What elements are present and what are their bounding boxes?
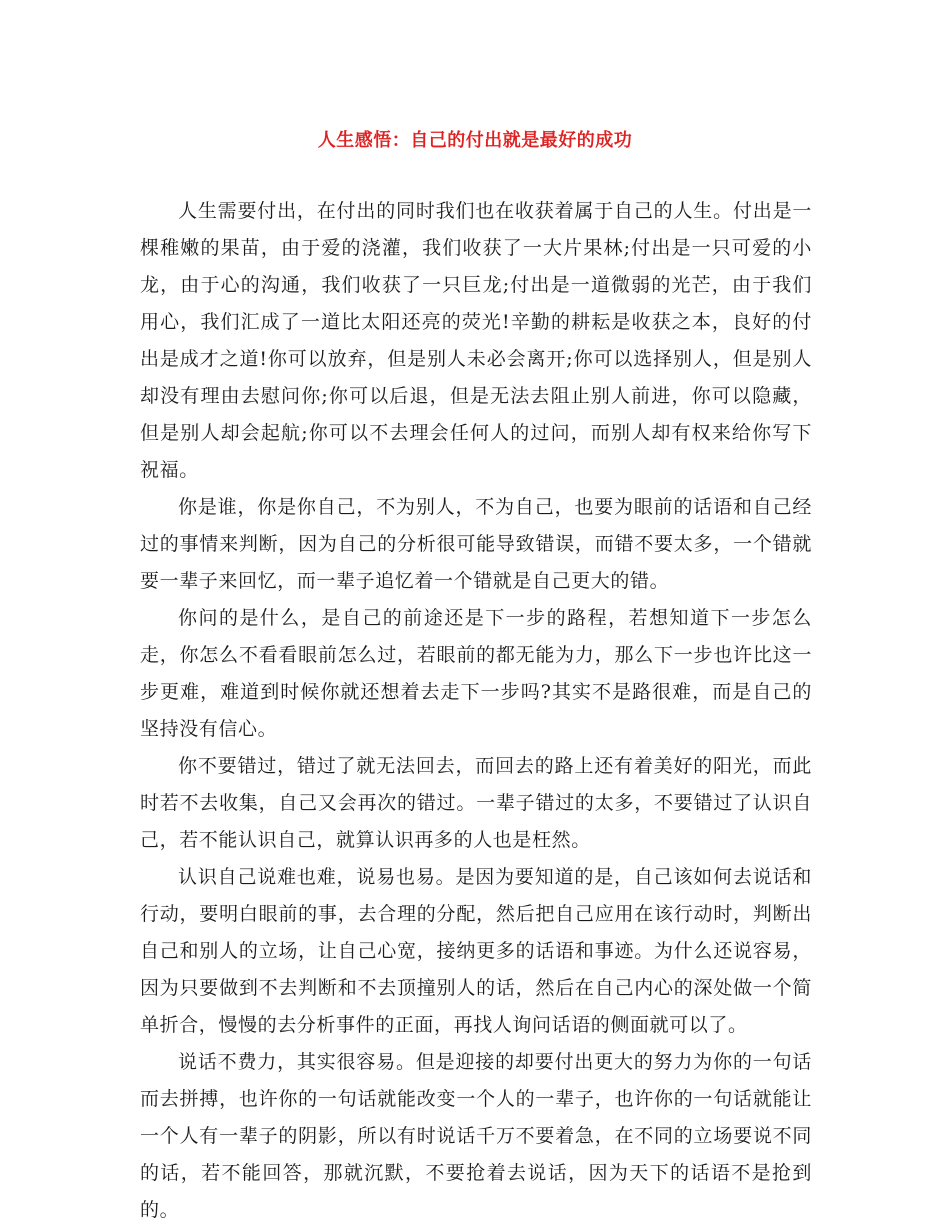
paragraph-6: 说话不费力，其实很容易。但是迎接的却要付出更大的努力为你的一句话而去拼搏，也许你的一句话就能改变一个人的一辈子，也许你的一句话就能让一个人有一辈子的阴影，所以有时说话千万不要着急，在不同的立场要说不同的话，若不能回答，那就沉默，不要抢着去说话，因为天下的话语不是抢到的。 (140, 1051, 812, 1221)
paragraph-4: 你不要错过，错过了就无法回去，而回去的路上还有着美好的阳光，而此时若不去收集，自己又会再次的错过。一辈子错过的太多，不要错过了认识自己，若不能认识自己，就算认识再多的人也是枉然。 (140, 755, 812, 851)
paragraph-5: 认识自己说难也难，说易也易。是因为要知道的是，自己该如何去说话和行动，要明白眼前的事，去合理的分配，然后把自己应用在该行动时，判断出自己和别人的立场，让自己心宽，接纳更多的话语和事迹。为什么还说容易，因为只要做到不去判断和不去顶撞别人的话，然后在自己内心的深处做一个简单折合，慢慢的去分析事件的正面，再找人询问话语的侧面就可以了。 (140, 866, 812, 1036)
paragraph-3: 你问的是什么，是自己的前途还是下一步的路程，若想知道下一步怎么走，你怎么不看看眼前怎么过，若眼前的都无能为力，那么下一步也许比这一步更难，难道到时候你就还想着去走下一步吗?其实不是路很难，而是自己的坚持没有信心。 (140, 607, 812, 740)
paragraph-1: 人生需要付出，在付出的同时我们也在收获着属于自己的人生。付出是一棵稚嫩的果苗，由于爱的浇灌，我们收获了一大片果林;付出是一只可爱的小龙，由于心的沟通，我们收获了一只巨龙;付出是一道微弱的光芒，由于我们用心，我们汇成了一道比太阳还亮的荧光!辛勤的耕耘是收获之本，良好的付出是成才之道!你可以放弃，但是别人未必会离开;你可以选择别人，但是别人却没有理由去慰问你;你可以后退，但是无法去阻止别人前进，你可以隐藏，但是别人却会起航;你可以不去理会任何人的过问，而别人却有权来给你写下祝福。 (140, 200, 812, 481)
document-title: 人生感悟：自己的付出就是最好的成功 (317, 130, 633, 151)
paragraph-2: 你是谁，你是你自己，不为别人，不为自己，也要为眼前的话语和自己经过的事情来判断，因为自己的分析很可能导致错误，而错不要太多，一个错就要一辈子来回忆，而一辈子追忆着一个错就是自己更大的错。 (140, 496, 812, 592)
document-body (140, 193, 812, 1229)
